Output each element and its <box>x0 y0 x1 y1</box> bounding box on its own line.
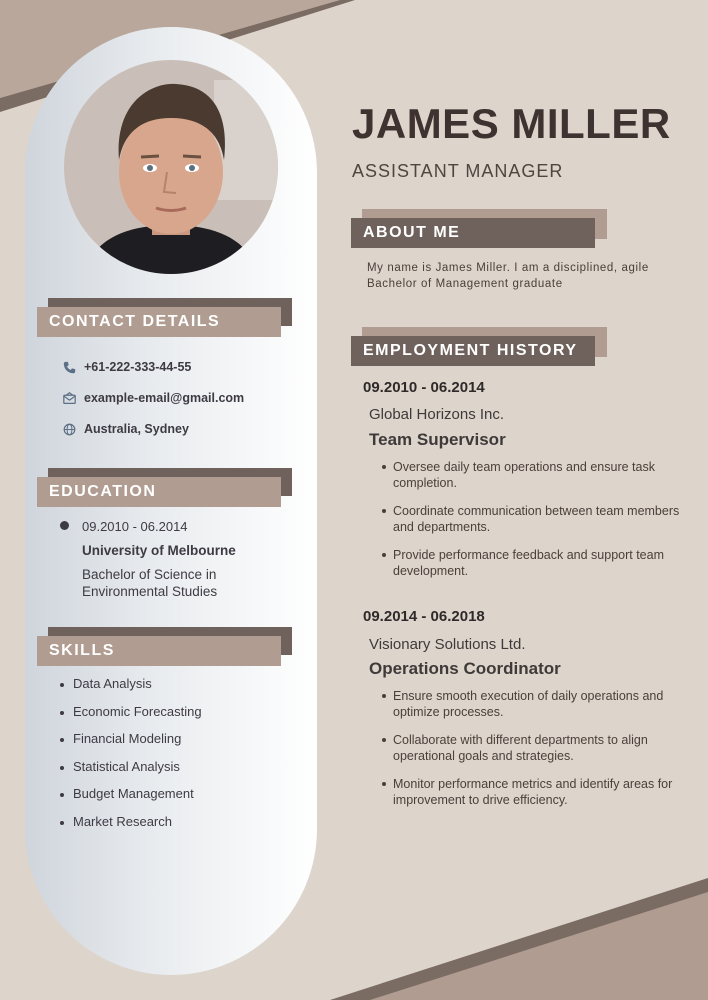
about-text: My name is James Miller. I am a disciplined, agile Bachelor of Management graduate <box>367 262 649 290</box>
job-1-date: 09.2010 - 06.2014 <box>363 379 485 396</box>
job-1-company: Global Horizons Inc. <box>369 406 505 423</box>
education-school: University of Melbourne <box>82 543 236 558</box>
skill-item: Market Research <box>60 814 202 842</box>
skill-item: Financial Modeling <box>60 731 202 759</box>
contact-phone: +61-222-333-44-55 <box>84 360 192 374</box>
globe-icon <box>62 422 76 436</box>
job-2-bullets <box>382 688 682 820</box>
contact-email: example-email@gmail.com <box>84 391 245 405</box>
job-2-company: Visionary Solutions Ltd. <box>369 636 526 653</box>
job-1-title: Team Supervisor <box>369 430 506 449</box>
education-bullet-dot <box>60 521 69 530</box>
skills-heading: SKILLS <box>37 636 281 666</box>
phone-icon <box>62 360 76 374</box>
job-2-bullet-2: Collaborate with different departments to align operational goals and strategies. <box>382 732 682 764</box>
skill-item: Statistical Analysis <box>60 759 202 787</box>
job-1-bullets <box>382 459 682 591</box>
about-heading: ABOUT ME <box>351 218 595 248</box>
education-heading: EDUCATION <box>37 477 281 507</box>
job-2-date: 09.2014 - 06.2018 <box>363 608 485 625</box>
job-role: ASSISTANT MANAGER <box>352 161 564 181</box>
skill-item: Data Analysis <box>60 676 202 704</box>
job-2-bullet-3: Monitor performance metrics and identify areas for improvement to drive efficiency. <box>382 776 682 808</box>
contact-phone-row <box>62 357 191 377</box>
education-date: 09.2010 - 06.2014 <box>82 519 188 534</box>
profile-photo <box>64 60 278 274</box>
skill-item: Economic Forecasting <box>60 704 202 732</box>
job-2-title: Operations Coordinator <box>369 659 561 678</box>
skills-list <box>60 676 202 842</box>
contact-location: Australia, Sydney <box>84 422 189 436</box>
contact-location-row <box>62 419 189 439</box>
job-1-bullet-3: Provide performance feedback and support team development. <box>382 547 682 579</box>
contact-heading: CONTACT DETAILS <box>37 307 281 337</box>
skill-item: Budget Management <box>60 786 202 814</box>
contact-email-row <box>62 388 244 408</box>
full-name: JAMES MILLER <box>352 100 671 147</box>
job-1-bullet-1: Oversee daily team operations and ensure task completion. <box>382 459 682 491</box>
employment-heading: EMPLOYMENT HISTORY <box>351 336 595 366</box>
email-icon <box>62 391 76 405</box>
job-2-bullet-1: Ensure smooth execution of daily operations and optimize processes. <box>382 688 682 720</box>
job-1-bullet-2: Coordinate communication between team members and departments. <box>382 503 682 535</box>
education-degree: Bachelor of Science in Environmental Studies <box>82 567 218 599</box>
